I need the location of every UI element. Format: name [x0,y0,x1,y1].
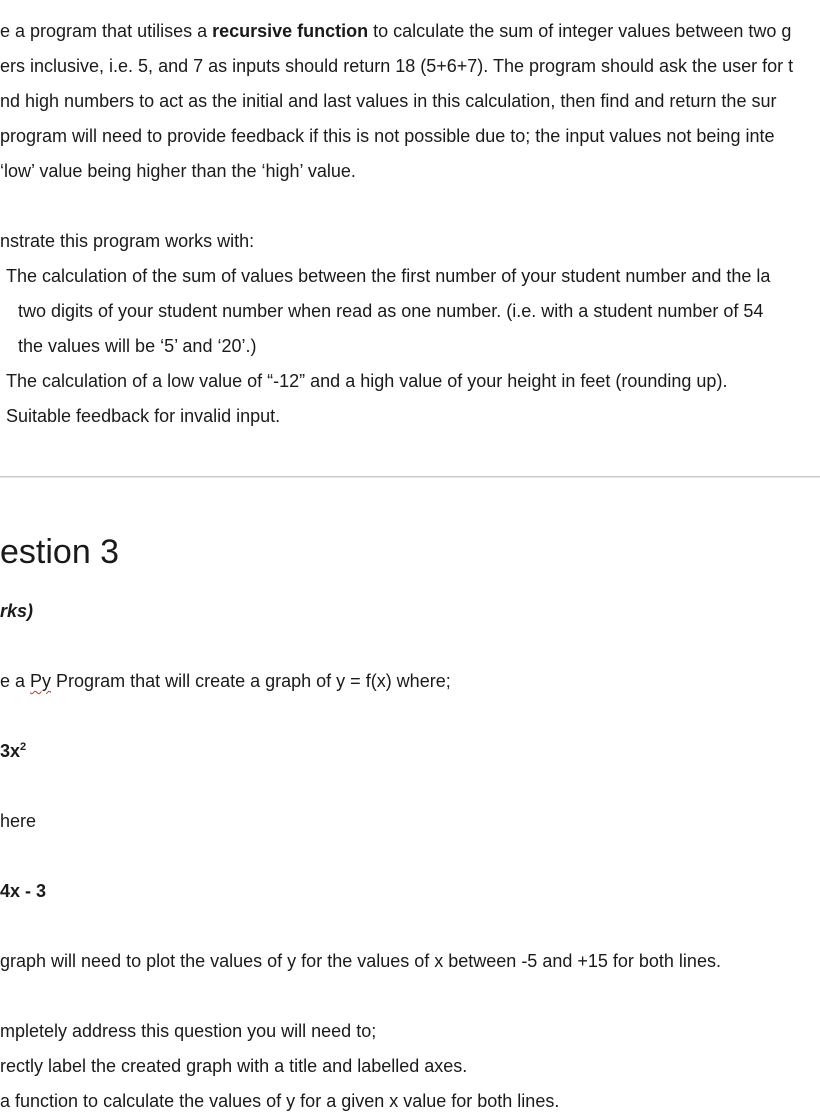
q2-paragraph-line-5: ‘low’ value being higher than the ‘high’ value. [0,161,356,181]
q2-paragraph-line-1 [0,20,791,42]
q3-function-2: 4x - 3 [0,881,47,901]
q2-list-item-3: Suitable feedback for invalid input. [6,406,281,426]
function-1-exponent: 2 [20,741,27,753]
q2-demonstrate-intro: nstrate this program works with: [0,231,255,251]
q2-line1-text-end: to calculate the sum of integer values between two g [368,21,792,41]
q2-list-item-1-line-1: The calculation of the sum of values between the first number of your student number and the la [6,266,771,286]
q2-list-item-1-line-2: two digits of your student number when read as one number. (i.e. with a student number of 54 [18,301,764,321]
q2-line1-text: e a program that utilises a [0,21,213,41]
misspelled-word-py: Py [30,671,52,691]
q2-list-item-1-line-3: the values will be ‘5’ and ‘20’.) [18,336,257,356]
q3-range-text: graph will need to plot the values of y for the values of x between -5 and +15 for both lines. [0,951,721,971]
q2-list-item-2: The calculation of a low value of “-12” and a high value of your height in feet (rounding up). [6,371,728,391]
q3-marks: rks) [0,601,34,621]
section-divider [0,476,820,478]
q3-address-intro: mpletely address this question you will need to; [0,1021,377,1041]
q3-intro-text: e a [0,671,31,691]
q2-paragraph-line-3: nd high numbers to act as the initial and last values in this calculation, then find and return the sur [0,91,777,111]
function-1-base: 3x [0,741,21,761]
q2-paragraph-line-4: program will need to provide feedback if this is not possible due to; the input values not being inte [0,126,775,146]
q3-intro-line [0,670,451,692]
q2-paragraph-line-2: ers inclusive, i.e. 5, and 7 as inputs should return 18 (5+6+7). The program should ask the user for t [0,56,794,76]
q3-heading: estion 3 [0,533,120,571]
recursive-function-bold: recursive function [212,21,369,41]
q3-requirement-1: rectly label the created graph with a title and labelled axes. [0,1056,468,1076]
q3-intro-text-end: Program that will create a graph of y = f(x) where; [51,671,451,691]
q3-function-1 [0,740,26,762]
q3-requirement-2: a function to calculate the values of y for a given x value for both lines. [0,1091,560,1111]
q3-where: here [0,811,37,831]
